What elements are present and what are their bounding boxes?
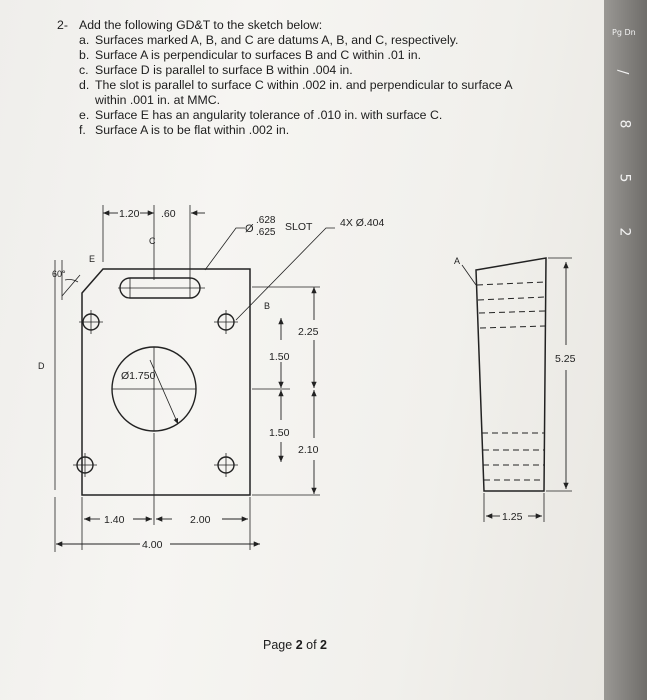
big-hole-callout: Ø1.750 xyxy=(121,370,156,382)
page-prefix: Page xyxy=(263,638,293,652)
requirement-letter: b. xyxy=(79,48,90,62)
dim-1-50-top: 1.50 xyxy=(269,351,290,363)
problem-number: 2- xyxy=(57,18,68,32)
label-b: B xyxy=(264,301,271,311)
key-2-label: 2 xyxy=(616,227,633,237)
dim-1-25: 1.25 xyxy=(502,511,523,523)
key-slash-label: / xyxy=(614,69,631,75)
requirement-text: Surface E has an angularity tolerance of .010 in. with surface C. xyxy=(95,108,443,122)
requirement-letter: d. xyxy=(79,78,90,92)
label-d: D xyxy=(38,361,45,371)
small-holes xyxy=(73,310,238,477)
label-e: E xyxy=(89,254,96,264)
requirement-letter: c. xyxy=(79,63,89,77)
requirement-text: Surfaces marked A, B, and C are datums A, B, and C, respectively. xyxy=(95,33,459,47)
label-angle: 60° xyxy=(52,269,66,279)
page-number xyxy=(263,638,327,652)
hidden-lines xyxy=(477,282,545,480)
requirement-text: The slot is parallel to surface C within .002 in. and perpendicular to surface A within .001 in. at MMC. xyxy=(95,78,512,107)
holes-callout: 4X Ø.404 xyxy=(340,217,385,229)
requirement-letter: a. xyxy=(79,33,90,47)
requirement-letter: f. xyxy=(79,123,86,137)
page-current: 2 xyxy=(295,638,303,652)
slot-diameter-symbol: Ø xyxy=(245,223,254,235)
label-c: C xyxy=(149,236,156,246)
slot-upper-limit: .628 xyxy=(256,215,276,226)
dim-0-60: .60 xyxy=(161,208,176,220)
page-total: 2 xyxy=(320,638,327,652)
dim-1-40: 1.40 xyxy=(104,514,125,526)
key-8-label: 8 xyxy=(616,119,633,129)
dim-2-25: 2.25 xyxy=(298,326,319,338)
slot-word: SLOT xyxy=(285,221,313,233)
key-5-label: 5 xyxy=(616,173,633,183)
dim-1-20: 1.20 xyxy=(119,208,140,220)
side-view-outline xyxy=(476,258,546,491)
dim-2-00: 2.00 xyxy=(190,514,211,526)
requirement-text: Surface A is perpendicular to surfaces B and C within .01 in. xyxy=(95,48,422,62)
page-of: of xyxy=(306,638,317,652)
problem-prompt: Add the following GD&T to the sketch below: xyxy=(79,18,323,32)
slot-lower-limit: .625 xyxy=(256,227,276,238)
dim-5-25: 5.25 xyxy=(555,353,576,365)
key-pgdn-label: Pg Dn xyxy=(612,28,636,37)
front-view-outline xyxy=(82,269,250,495)
label-a: A xyxy=(454,256,461,266)
requirement-text: Surface A is to be flat within .002 in. xyxy=(95,123,290,137)
dim-4-00: 4.00 xyxy=(142,539,163,551)
requirement-text: Surface D is parallel to surface B within .004 in. xyxy=(95,63,353,77)
dim-1-50-bottom: 1.50 xyxy=(269,427,290,439)
keyboard-edge xyxy=(604,0,647,700)
dim-2-10: 2.10 xyxy=(298,444,319,456)
requirement-letter: e. xyxy=(79,108,90,122)
